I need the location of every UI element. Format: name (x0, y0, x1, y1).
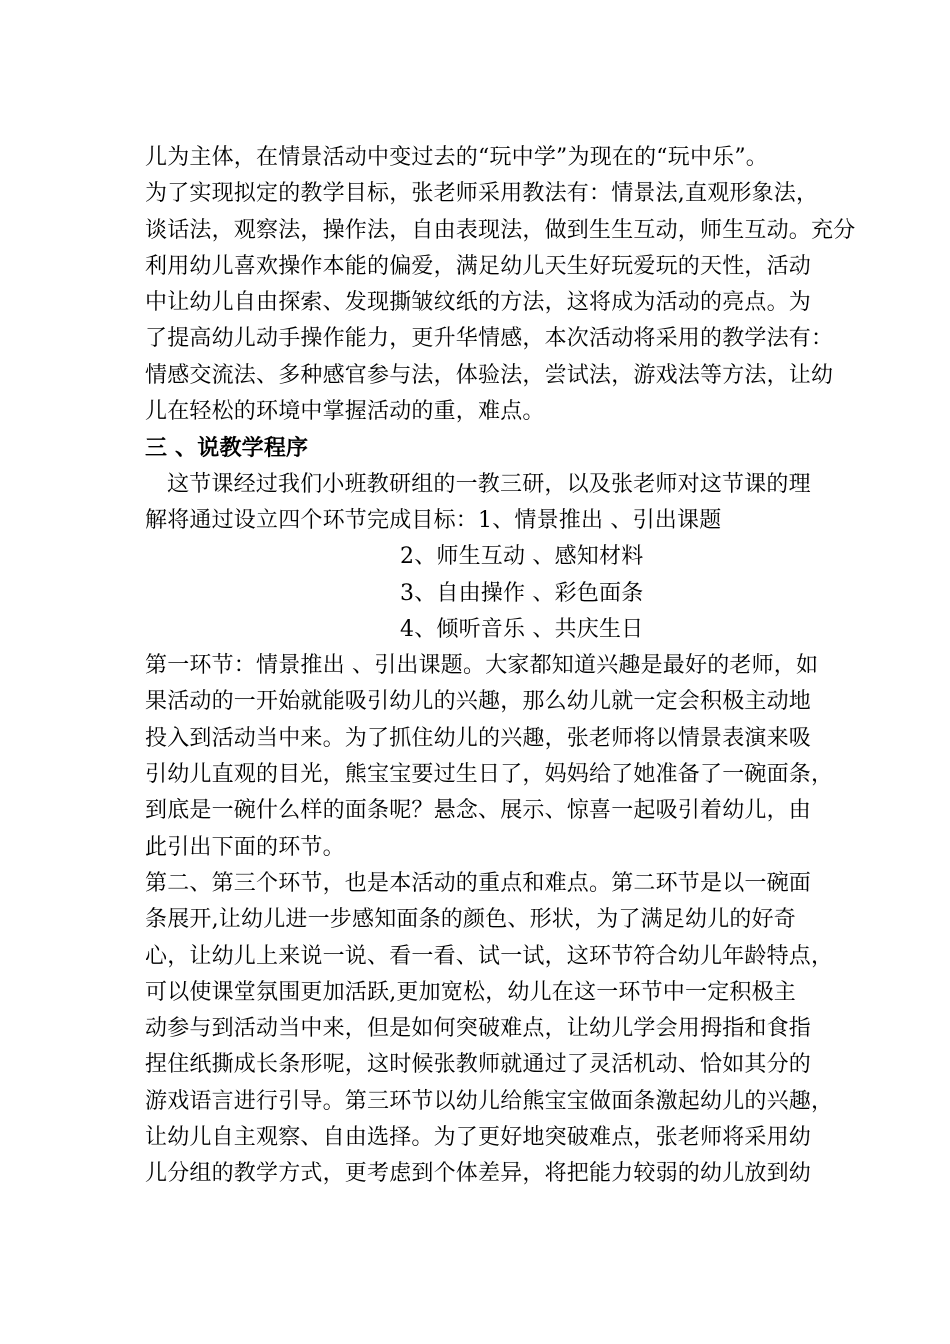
text-line: 中让幼儿自由探索、发现撕皱纹纸的方法，这将成为活动的亮点。为 (145, 290, 812, 316)
text-line: 引幼儿直观的目光，熊宝宝要过生日了，妈妈给了她准备了一碗面条， (145, 762, 834, 788)
list-item: 4、倾听音乐 、共庆生日 (400, 616, 644, 642)
section-heading: 三 、说教学程序 (145, 435, 309, 462)
text-line: 捏住纸撕成长条形呢，这时候张教师就通过了灵活机动、恰如其分的 (145, 1052, 812, 1078)
text-line: 可以使课堂氛围更加活跃,更加宽松，幼儿在这一环节中一定积极主 (145, 979, 796, 1005)
text-line: 到底是一碗什么样的面条呢？悬念、展示、惊喜一起吸引着幼儿，由 (145, 798, 812, 824)
text-line: 第二、第三个环节，也是本活动的重点和难点。第二环节是以一碗面 (145, 870, 812, 896)
text-line: 让幼儿自主观察、自由选择。为了更好地突破难点，张老师将采用幼 (145, 1125, 812, 1151)
text-line: 利用幼儿喜欢操作本能的偏爱，满足幼儿天生好玩爱玩的天性，活动 (145, 253, 812, 279)
text-line: 游戏语言进行引导。第三环节以幼儿给熊宝宝做面条激起幼儿的兴趣， (145, 1088, 834, 1114)
text-line: 果活动的一开始就能吸引幼儿的兴趣，那么幼儿就一定会积极主动地 (145, 689, 812, 715)
paragraph-teaching-methods (145, 140, 856, 430)
text-line: 儿为主体，在情景活动中变过去的“玩中学”为现在的“玩中乐”。 (145, 145, 768, 170)
text-line: 为了实现拟定的教学目标，张老师采用教法有：情景法,直观形象法， (145, 181, 819, 207)
text-line: 这节课经过我们小班教研组的一教三研，以及张老师对这节课的理 (167, 471, 811, 497)
text-line: 解将通过设立四个环节完成目标：1、情景推出 、引出课题 (145, 507, 722, 533)
text-line: 谈话法，观察法，操作法，自由表现法，做到生生互动，师生互动。充分 (145, 217, 856, 243)
document-page (145, 140, 856, 1193)
text-line: 投入到活动当中来。为了抓住幼儿的兴趣，张老师将以情景表演来吸 (145, 725, 812, 751)
text-line: 动参与到活动当中来，但是如何突破难点，让幼儿学会用拇指和食指 (145, 1016, 812, 1042)
text-line: 条展开,让幼儿进一步感知面条的颜色、形状，为了满足幼儿的好奇 (145, 907, 796, 933)
text-line: 情感交流法、多种感官参与法，体验法，尝试法，游戏法等方法，让幼 (145, 362, 834, 388)
list-item: 3、自由操作 、彩色面条 (400, 580, 644, 606)
text-line: 儿分组的教学方式，更考虑到个体差异，将把能力较弱的幼儿放到幼 (145, 1161, 812, 1187)
text-line: 了提高幼儿动手操作能力，更升华情感，本次活动将采用的教学法有： (145, 326, 834, 352)
text-line: 儿在轻松的环境中掌握活动的重，难点。 (145, 399, 545, 425)
procedure-steps-list (145, 539, 825, 648)
paragraph-procedure-intro (145, 467, 825, 540)
paragraph-first-step (145, 648, 834, 866)
list-item: 2、师生互动 、感知材料 (400, 544, 644, 570)
text-line: 心，让幼儿上来说一说、看一看、试一试，这环节符合幼儿年龄特点， (145, 943, 834, 969)
text-line: 此引出下面的环节。 (145, 834, 345, 860)
paragraph-second-third-steps (145, 866, 834, 1193)
text-line: 第一环节：情景推出 、引出课题。大家都知道兴趣是最好的老师，如 (145, 653, 819, 679)
